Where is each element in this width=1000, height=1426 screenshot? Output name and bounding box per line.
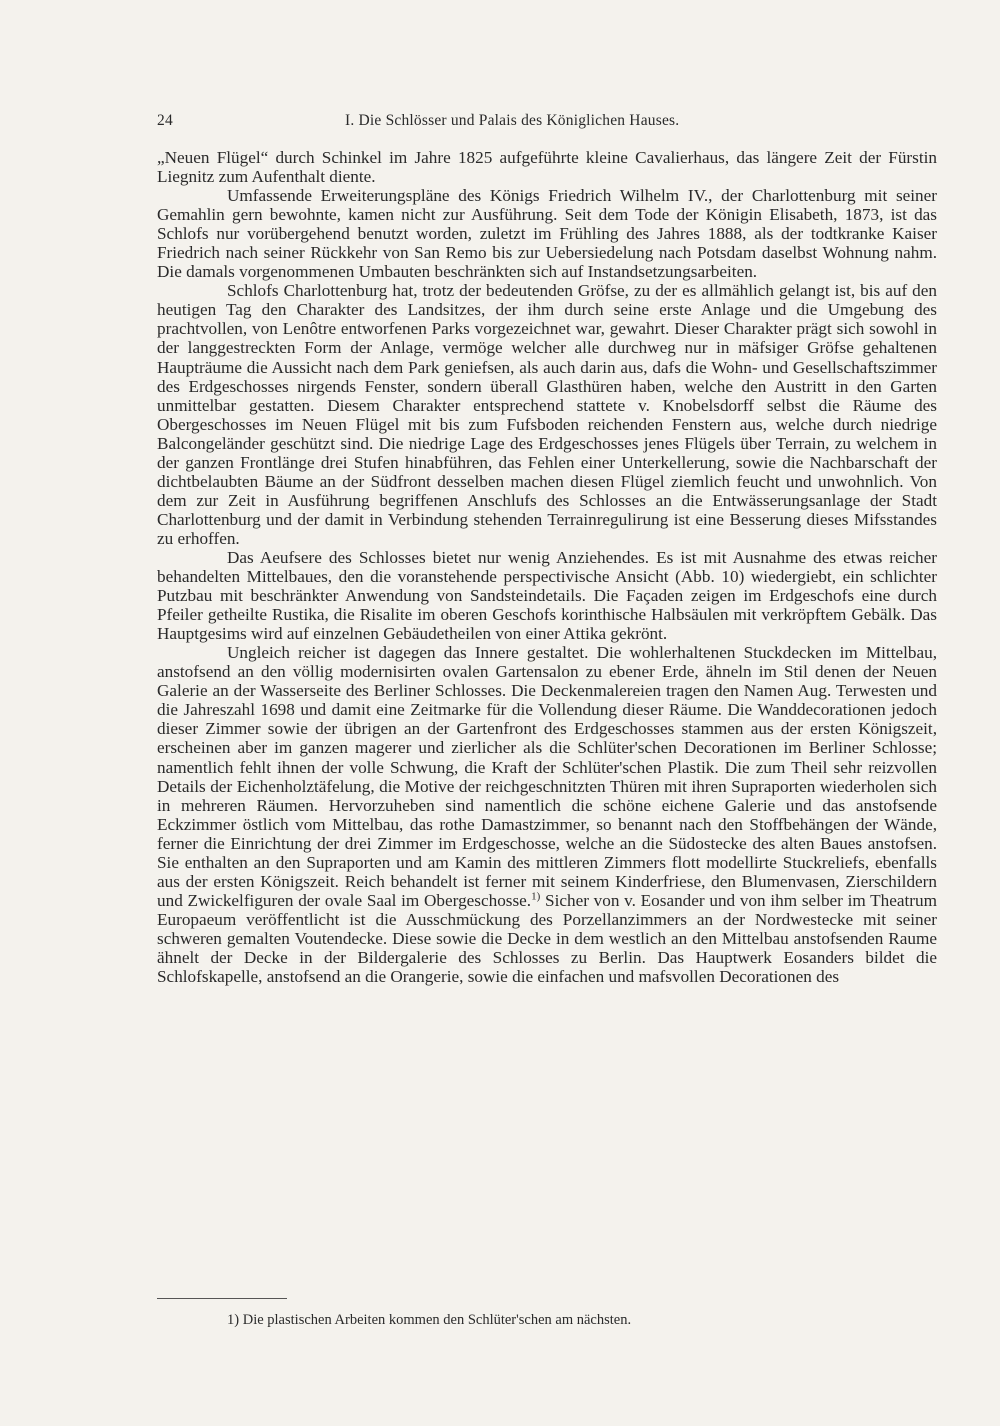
paragraph-2: Umfassende Erweiterungspläne des Königs Friedrich Wilhelm IV., der Charlottenburg mit seiner Gemahlin gern bewohnte, kamen nicht zur Ausführung. Seit dem Tode der Königin Elisabeth, 1873, ist das Schlofs nur vorübergehend benutzt worden, zuletzt im Frühling des Jahres 1888, als der todtkranke Kaiser Friedrich nach seiner Rückkehr von San Remo bis zur Uebersiedelung nach Potsdam daselbst Wohnung nahm. Die damals vorgenommenen Umbauten beschränkten sich auf Instandsetzungsarbeiten.: [157, 186, 937, 282]
footnote-text: Die plastischen Arbeiten kommen den Schlüter'schen am nächsten.: [242, 1312, 632, 1328]
paragraph-5: [157, 643, 937, 986]
paragraph-3: Schlofs Charlottenburg hat, trotz der bedeutenden Gröfse, zu der es allmählich gelangt ist, bis auf den heutigen Tag den Charakter des Landsitzes, der ihm durch seine erste Anlage und die Umgebung des prachtvollen, von Lenôtre entworfenen Parks vorgezeichnet war, gewahrt. Dieser Charakter prägt sich sowohl in der langgestreckten Form der Anlage, vermöge welcher alle durchweg nur in mäfsiger Gröfse gehaltenen Haupträume die Aussicht nach dem Park geniefsen, als auch darin aus, dafs die Wohn- und Gesellschaftszimmer des Erdgeschosses nirgends Fenster, sondern überall Glasthüren haben, welche den Austritt in den Garten unmittelbar gestatten. Diesem Charakter entsprechend stattete v. Knobelsdorff selbst die Räume des Obergeschosses im Neuen Flügel mit bis zum Fufsboden reichenden Fenstern aus, welche durch niedrige Balcongeländer geschützt sind. Die niedrige Lage des Erdgeschosses jenes Flügels über Terrain, zu welchem in der ganzen Frontlänge drei Stufen hinabführen, das Fehlen einer Unterkellerung, sowie die Nachbarschaft der dichtbelaubten Bäume an der Südfront desselben machen diesen Flügel ziemlich feucht und unwohnlich. Von dem zur Zeit in Ausführung begriffenen Anschlufs des Schlosses an die Entwässerungsanlage der Stadt Charlottenburg und der damit in Verbindung stehenden Terrainregulirung ist eine Besserung dieses Mifsstandes zu erhoffen.: [157, 281, 937, 548]
footnote-divider: [157, 1298, 287, 1299]
running-head: I. Die Schlösser und Palais des Königlichen Hauses.: [345, 112, 680, 129]
footnote: [227, 1312, 631, 1329]
paragraph-5-continuation: Sicher von v. Eosander und von ihm selber im Theatrum Europaeum veröffentlicht ist die Ausschmückung des Porzellanzimmers an der Nordwestecke mit seiner schweren gemalten Voutendecke. Diese sowie die Decke in dem westlich an den Mittelbau anstofsenden Raume ähnelt der Decke in der Bildergalerie des Schlosses zu Berlin. Das Hauptwerk Eosanders bildet die Schlofskapelle, anstofsend an die Orangerie, sowie die einfachen und mafsvollen Decorationen des: [157, 890, 937, 987]
footnote-reference: 1): [531, 890, 541, 903]
paragraph-1: „Neuen Flügel“ durch Schinkel im Jahre 1825 aufgeführte kleine Cavalierhaus, das längere Zeit der Fürstin Liegnitz zum Aufenthalt diente.: [157, 148, 937, 187]
body-text: [157, 148, 937, 986]
paragraph-4: Das Aeufsere des Schlosses bietet nur wenig Anziehendes. Es ist mit Ausnahme des etwas reicher behandelten Mittelbaues, den die voranstehende perspectivische Ansicht (Abb. 10) wiedergiebt, ein schlichter Putzbau mit beschränkter Anwendung von Sandsteindetails. Die Façaden zeigen im Erdgeschofs eine durch Pfeiler getheilte Rustika, die Risalite im oberen Geschofs korinthische Halbsäulen mit verkröpftem Gebälk. Das Hauptgesims wird auf einzelnen Gebäudetheilen von einer Attika gekrönt.: [157, 547, 937, 644]
footnote-marker: 1): [227, 1312, 240, 1328]
page-number: 24: [157, 112, 173, 129]
paragraph-5-text: Ungleich reicher ist dagegen das Innere gestaltet. Die wohlerhaltenen Stuckdecken im Mittelbau, anstofsend an den völlig modernisirten ovalen Gartensalon zu ebener Erde, ähneln im Stil denen der Neuen Galerie an der Wasserseite des Berliner Schlosses. Die Deckenmalereien tragen den Namen Aug. Terwesten und die Jahreszahl 1698 und damit eine Zeitmarke für die Vollendung dieser Räume. Die Wanddecorationen jedoch dieser Zimmer sowie der übrigen an der Gartenfront des Erdgeschosses stammen aus der ersten Königszeit, erscheinen aber im ganzen magerer und zierlicher als die Schlüter'schen Decorationen im Berliner Schlosse; namentlich fehlt ihnen der volle Schwung, die Kraft der Schlüter'schen Plastik. Die zum Theil sehr reizvollen Details der Eichenholztäfelung, die Motive der reichgeschnitzten Thüren mit ihren Supraporten wiederholen sich in mehreren Räumen. Hervorzuheben sind namentlich die schöne eichene Galerie und das anstofsende Eckzimmer östlich vom Mittelbau, das rothe Damastzimmer, so benannt nach den Stoffbehängen der Wände, ferner die Einrichtung der drei Zimmer im Erdgeschosse, welche an die Südostecke des alten Baues anstofsen. Sie enthalten an den Supraporten und am Kamin des mittleren Zimmers flott modellirte Stuckreliefs, ebenfalls aus der ersten Königszeit. Reich behandelt ist ferner mit seinem Kinderfriese, den Blumenvasen, Zierschildern und Zwickelfiguren der ovale Saal im Obergeschosse.: [157, 643, 937, 910]
page-header: [157, 112, 940, 134]
